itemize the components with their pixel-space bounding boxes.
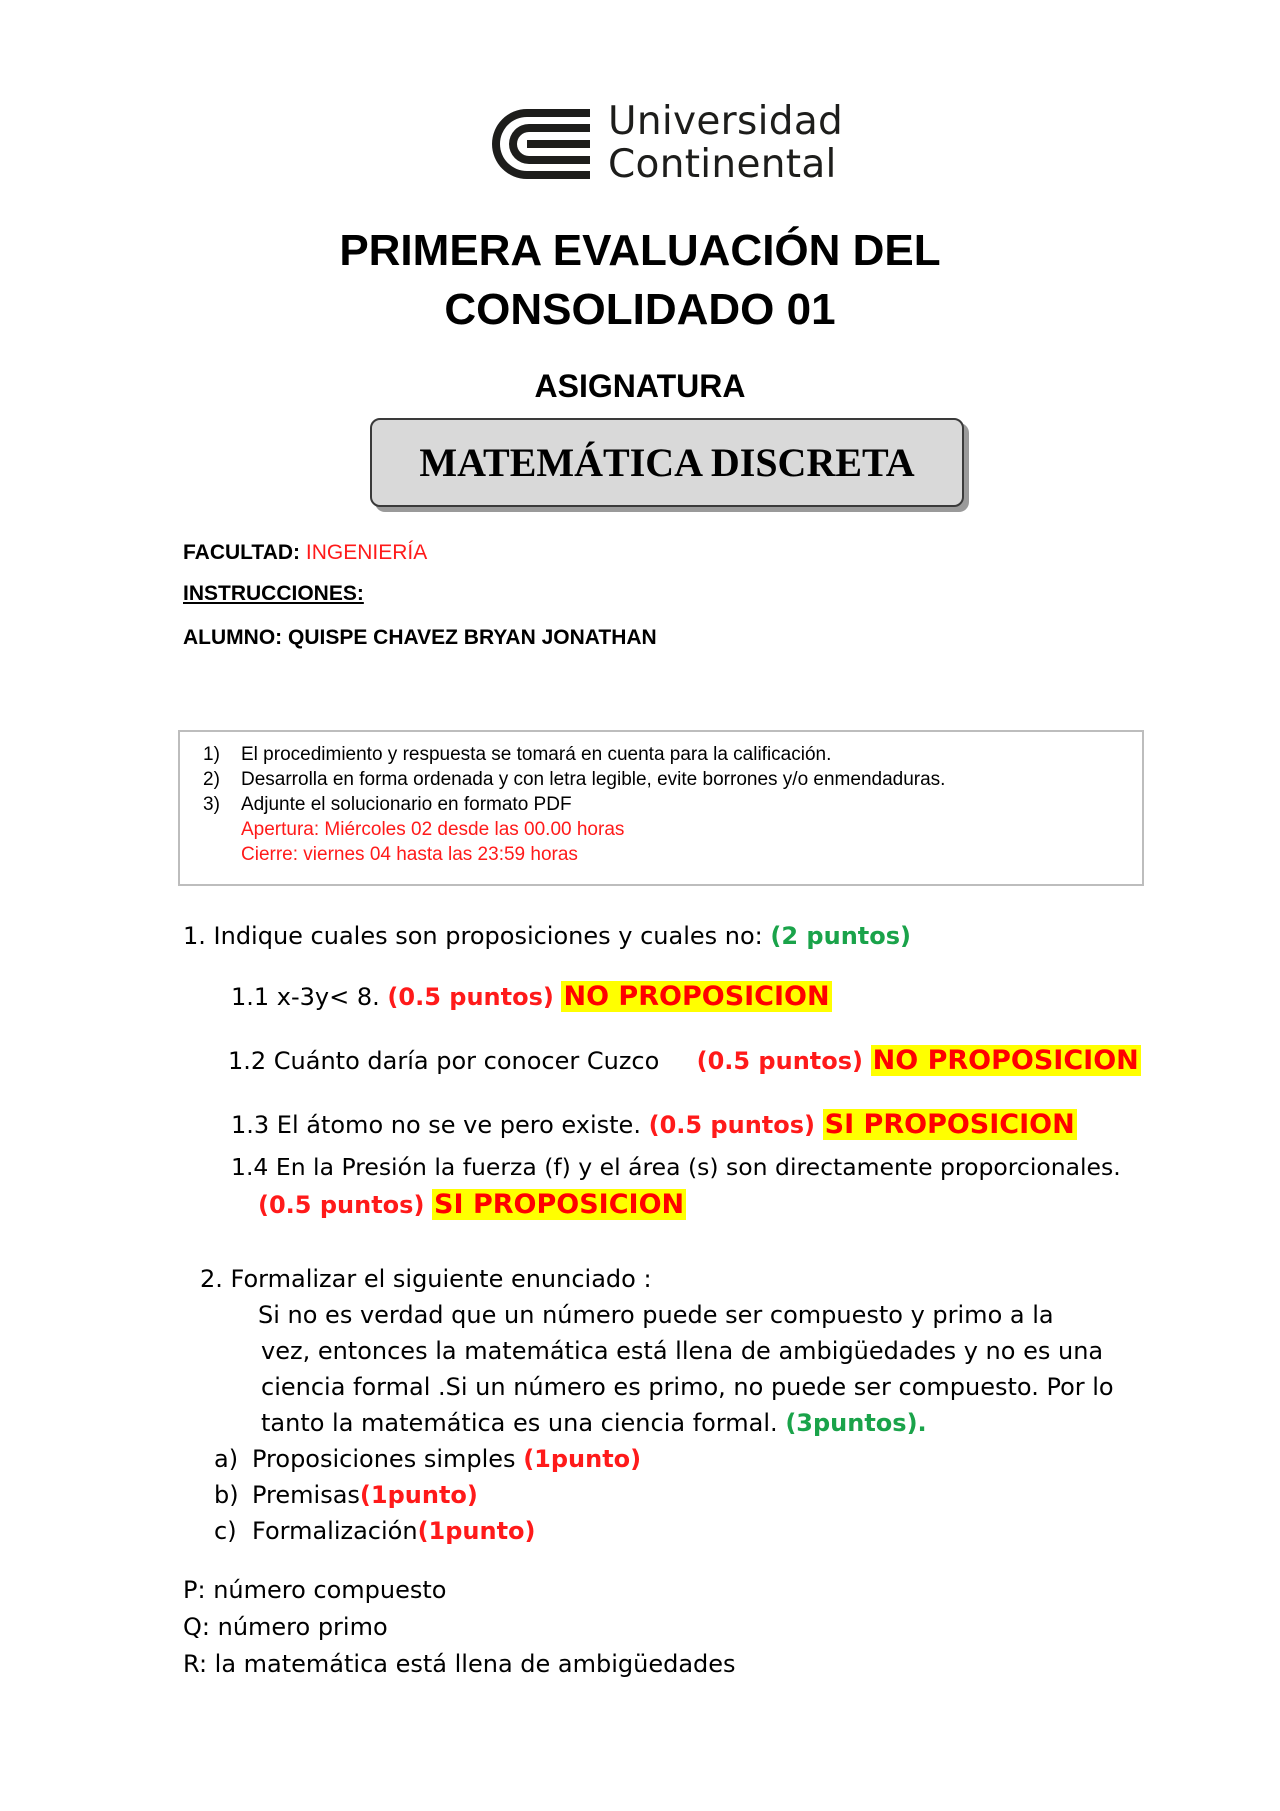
question-1-item-text: 1.4 En la Presión la fuerza (f) y el área (s) son directamente proporcionales. — [231, 1153, 1121, 1181]
part-points: (1punto) — [523, 1445, 642, 1473]
item-points: (0.5 puntos) — [648, 1111, 815, 1139]
logo-line-2: Continental — [608, 142, 837, 187]
question-1-item-answer-line — [258, 1188, 686, 1222]
statement-line: Si no es verdad que un número puede ser compuesto y primo a la — [258, 1301, 1054, 1329]
logo-line-1: Universidad — [608, 99, 844, 144]
page-title-line-1: PRIMERA EVALUACIÓN DEL — [339, 226, 941, 275]
instruction-num: 2) — [203, 769, 220, 790]
question-1-points: (2 puntos) — [770, 922, 911, 950]
item-points: (0.5 puntos) — [258, 1191, 425, 1219]
university-logo — [482, 100, 862, 186]
question-1-title — [183, 919, 911, 953]
part-text: Premisas — [252, 1481, 360, 1509]
part-letter: c) — [214, 1517, 237, 1545]
definition-r: R: la matemática está llena de ambigüedades — [183, 1650, 736, 1678]
item-answer: SI PROPOSICION — [824, 1109, 1075, 1140]
facultad-line — [183, 541, 427, 565]
item-answer: NO PROPOSICION — [563, 981, 830, 1012]
item-text: 1.1 x-3y< 8. — [231, 983, 380, 1011]
instruction-item — [203, 767, 945, 792]
subtitle: ASIGNATURA — [534, 368, 746, 404]
item-text: 1.3 El átomo no se ve pero existe. — [231, 1111, 641, 1139]
page-title-line-2: CONSOLIDADO 01 — [444, 285, 836, 334]
instruction-text: El procedimiento y respuesta se tomará en cuenta para la calificación. — [241, 744, 832, 765]
apertura-text: Apertura: Miércoles 02 desde las 00.00 horas — [241, 819, 625, 840]
logo-wordmark — [608, 100, 843, 186]
question-2-part — [214, 1514, 536, 1548]
part-letter: b) — [214, 1481, 239, 1509]
question-2-part — [214, 1478, 478, 1512]
statement-last-line — [261, 1406, 927, 1440]
item-answer: NO PROPOSICION — [872, 1045, 1139, 1076]
statement-line: ciencia formal .Si un número es primo, no puede ser compuesto. Por lo — [261, 1373, 1114, 1401]
part-text: Formalización — [252, 1517, 418, 1545]
facultad-value: INGENIERÍA — [305, 541, 428, 564]
statement-line: tanto la matemática es una ciencia formal. — [261, 1409, 778, 1437]
subject-name: MATEMÁTICA DISCRETA — [419, 440, 915, 485]
question-1-text: 1. Indique cuales son proposiciones y cuales no: — [183, 922, 763, 950]
instruction-item — [203, 742, 831, 767]
instruction-item — [203, 792, 572, 817]
facultad-label: FACULTAD: — [183, 541, 301, 564]
cierre-text: Cierre: viernes 04 hasta las 23:59 horas — [241, 844, 578, 865]
statement-line: vez, entonces la matemática está llena de ambigüedades y no es una — [261, 1337, 1104, 1365]
instruction-num: 1) — [203, 744, 220, 765]
item-text: 1.2 Cuánto daría por conocer Cuzco — [228, 1047, 660, 1075]
question-1-item — [231, 980, 832, 1014]
part-points: (1punto) — [359, 1481, 478, 1509]
statement-points: (3puntos). — [785, 1409, 927, 1437]
question-2-title: 2. Formalizar el siguiente enunciado : — [200, 1265, 652, 1293]
definition-q: Q: número primo — [183, 1613, 388, 1641]
part-text: Proposiciones simples — [252, 1445, 516, 1473]
question-2-part — [214, 1442, 641, 1476]
item-answer: SI PROPOSICION — [434, 1189, 685, 1220]
item-points: (0.5 puntos) — [696, 1047, 863, 1075]
instruction-text: Adjunte el solucionario en formato PDF — [241, 794, 572, 815]
continental-logo-icon — [482, 104, 592, 184]
instruction-text: Desarrolla en forma ordenada y con letra legible, evite borrones y/o enmendaduras. — [241, 769, 946, 790]
subject-box — [370, 418, 964, 507]
part-points: (1punto) — [417, 1517, 536, 1545]
question-1-item — [228, 1044, 1141, 1078]
alumno-line: ALUMNO: QUISPE CHAVEZ BRYAN JONATHAN — [183, 626, 657, 649]
definition-p: P: número compuesto — [183, 1576, 447, 1604]
part-letter: a) — [214, 1445, 239, 1473]
item-points: (0.5 puntos) — [387, 983, 554, 1011]
question-1-item — [231, 1108, 1077, 1142]
instruction-num: 3) — [203, 794, 220, 815]
instrucciones-label: INSTRUCCIONES: — [183, 582, 364, 605]
